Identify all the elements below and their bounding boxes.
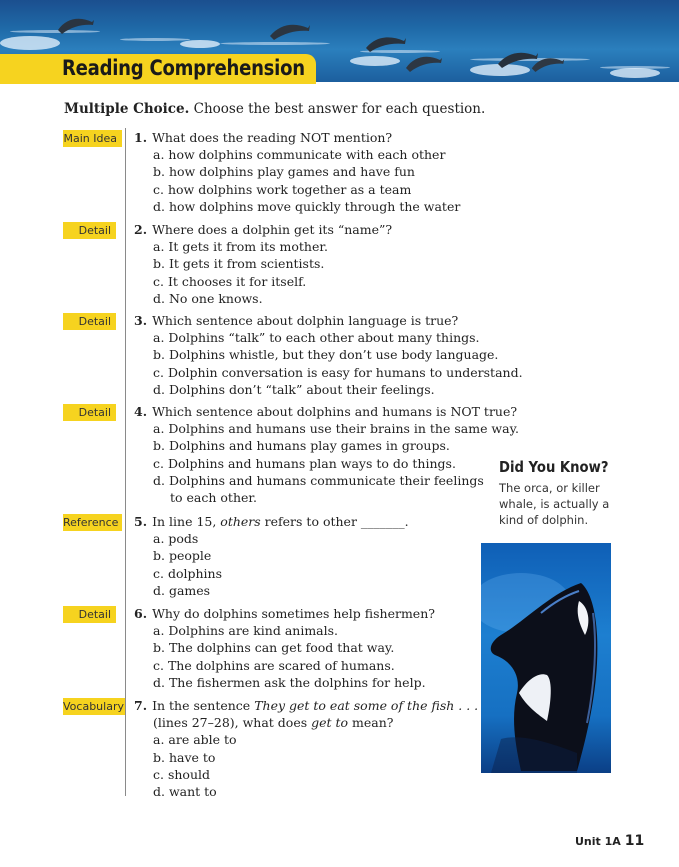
splash <box>350 56 400 66</box>
question-tag: Detail <box>63 404 116 421</box>
answer-option[interactable]: b. people <box>153 548 212 564</box>
answer-option[interactable]: a. It gets it from its mother. <box>153 239 328 254</box>
question-tag: Vocabulary <box>63 700 124 713</box>
splash <box>0 36 60 50</box>
question-number: 4. <box>134 404 148 419</box>
question-tag: Main Idea <box>63 130 122 147</box>
question-text-part: mean? <box>348 715 394 730</box>
answer-option[interactable]: a. are able to <box>153 732 237 748</box>
question-4 <box>134 403 519 506</box>
question-number: 7. <box>134 698 148 713</box>
question-tag: Detail <box>63 222 116 239</box>
splash <box>180 40 220 48</box>
question-text-italic: get to <box>311 715 349 730</box>
margin-divider <box>125 128 126 796</box>
question-3 <box>134 312 523 398</box>
instructions <box>64 101 485 117</box>
dolphin-illustration <box>268 16 312 42</box>
orca-photo <box>481 543 611 773</box>
instructions-text: Choose the best answer for each question. <box>193 101 486 117</box>
answer-option[interactable]: c. Dolphins and humans plan ways to do things. <box>153 455 456 471</box>
answer-option[interactable]: a. Dolphins and humans use their brains in the same way. <box>153 421 519 436</box>
question-text-part: (lines 27–28), what does <box>153 715 312 730</box>
answer-option[interactable]: c. should <box>153 766 210 782</box>
question-7 <box>134 697 478 800</box>
question-stem <box>134 697 478 714</box>
question-text-part: In the sentence <box>152 698 255 713</box>
question-number: 5. <box>134 514 148 529</box>
answer-option[interactable]: b. The dolphins can get food that way. <box>153 640 395 656</box>
answer-option[interactable]: d. No one knows. <box>153 290 263 306</box>
answer-option[interactable]: a. Dolphins “talk” to each other about many things. <box>153 330 480 345</box>
answer-option[interactable]: c. how dolphins work together as a team <box>153 181 412 197</box>
question-number: 3. <box>134 313 148 328</box>
question-number: 1. <box>134 130 148 145</box>
answer-option[interactable]: b. Dolphins and humans play games in groups. <box>153 438 450 454</box>
answer-option[interactable]: d. want to <box>153 784 217 800</box>
answer-option[interactable]: d. games <box>153 582 211 598</box>
question-text: Which sentence about dolphins and humans is NOT true? <box>152 404 518 419</box>
question-stem <box>134 605 435 622</box>
answer-option[interactable]: c. The dolphins are scared of humans. <box>153 657 395 673</box>
answer-option[interactable]: a. pods <box>153 531 199 546</box>
question-tag: Detail <box>63 606 116 623</box>
sidebar-text: The orca, or killer whale, is actually a kind of dolphin. <box>499 481 610 527</box>
answer-option[interactable]: d. The fishermen ask the dolphins for help. <box>153 674 426 690</box>
question-2 <box>134 221 392 307</box>
question-number: 6. <box>134 606 148 621</box>
question-number: 2. <box>134 222 148 237</box>
question-stem <box>134 221 392 238</box>
answer-option[interactable]: c. dolphins <box>153 565 222 581</box>
unit-label: Unit 1A <box>575 835 621 848</box>
answer-option[interactable]: a. Dolphins are kind animals. <box>153 623 339 638</box>
question-stem <box>134 129 460 146</box>
wave <box>120 38 190 41</box>
question-text-italic: others <box>220 514 261 529</box>
page-number: 11 <box>624 833 645 849</box>
question-5 <box>134 513 409 599</box>
sidebar-title: Did You Know? <box>499 458 609 476</box>
orca-illustration <box>481 543 611 773</box>
instructions-heading: Multiple Choice. <box>64 101 190 117</box>
question-text-italic: They get to eat some of the fish . . . <box>254 698 479 713</box>
answer-option[interactable]: a. how dolphins communicate with each other <box>153 147 446 162</box>
answer-option[interactable]: b. how dolphins play games and have fun <box>153 164 415 180</box>
page-title: Reading Comprehension <box>62 56 305 80</box>
dolphin-illustration <box>364 30 408 54</box>
question-text-part: refers to other _______. <box>260 514 409 529</box>
splash <box>610 68 660 78</box>
question-1 <box>134 129 460 215</box>
question-6 <box>134 605 435 691</box>
question-stem <box>134 403 519 420</box>
question-text: Where does a dolphin get its “name”? <box>152 222 393 237</box>
answer-option[interactable]: b. It gets it from scientists. <box>153 256 325 272</box>
answer-option[interactable]: c. Dolphin conversation is easy for humans to understand. <box>153 364 523 380</box>
question-text: What does the reading NOT mention? <box>152 130 393 145</box>
question-stem <box>134 312 523 329</box>
question-tag: Detail <box>63 313 116 330</box>
question-tag: Reference <box>63 514 122 531</box>
answer-option[interactable]: d. Dolphins don’t “talk” about their feelings. <box>153 381 435 397</box>
dolphin-illustration <box>404 50 444 74</box>
answer-option-continuation: to each other. <box>170 490 257 506</box>
answer-option[interactable]: c. It chooses it for itself. <box>153 273 307 289</box>
dolphin-illustration <box>530 52 566 74</box>
page-footer <box>575 833 644 849</box>
answer-option[interactable]: d. how dolphins move quickly through the water <box>153 198 461 214</box>
answer-option[interactable]: b. have to <box>153 749 216 765</box>
wave <box>220 42 330 45</box>
question-text: Which sentence about dolphin language is true? <box>152 313 459 328</box>
answer-option[interactable]: d. Dolphins and humans communicate their feelings <box>153 472 484 488</box>
question-text-line2 <box>153 714 478 731</box>
dolphin-illustration <box>56 12 96 36</box>
question-text-part: In line 15, <box>152 514 221 529</box>
answer-option[interactable]: b. Dolphins whistle, but they don’t use body language. <box>153 347 499 363</box>
question-text: Why do dolphins sometimes help fishermen? <box>152 606 435 621</box>
question-stem <box>134 513 409 530</box>
